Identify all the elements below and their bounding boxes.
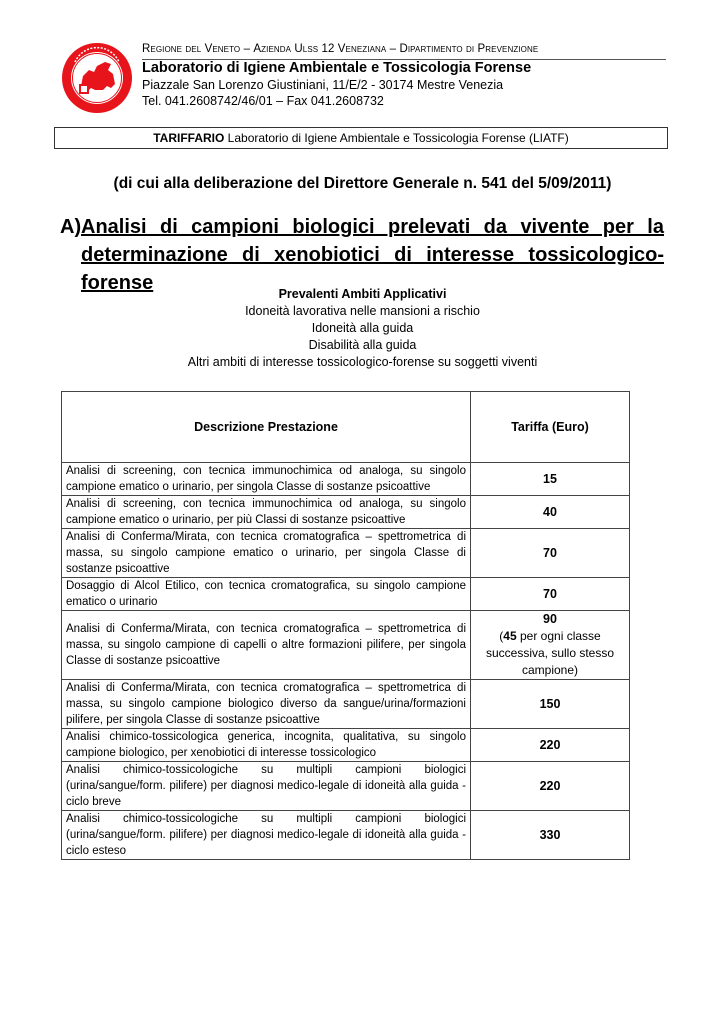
table-row bbox=[62, 680, 630, 729]
service-fee: 40 bbox=[471, 496, 630, 529]
service-description: Analisi chimico-tossicologiche su multipli campioni biologici (urina/sangue/form. pilifere) per diagnosi medico-legale di idoneità alla guida - ciclo breve bbox=[62, 762, 471, 811]
service-fee: 90 bbox=[543, 612, 557, 626]
health-authority-name: Azienda Ulss 12 Veneziana bbox=[253, 43, 387, 55]
header-organization-line bbox=[142, 43, 666, 55]
table-row bbox=[62, 762, 630, 811]
service-description: Analisi di Conferma/Mirata, con tecnica cromatografica – spettrometrica di massa, su singolo campione biologico diverso da sangue/urina/formazioni pilifere, per singola Classe di sostanze psicoattive bbox=[62, 680, 471, 729]
table-row bbox=[62, 463, 630, 496]
application-area-item: Disabilità alla guida bbox=[308, 338, 417, 352]
service-description: Analisi chimico-tossicologica generica, incognita, qualitativa, su singolo campione biologico, per xenobiotici di interesse tossicologico bbox=[62, 729, 471, 762]
lab-phone-fax: Tel. 041.2608742/46/01 – Fax 041.2608732 bbox=[142, 94, 384, 108]
table-row bbox=[62, 578, 630, 611]
service-fee: 220 bbox=[471, 729, 630, 762]
service-description: Analisi di Conferma/Mirata, con tecnica cromatografica – spettrometrica di massa, su singolo campione ematico o urinario, per singola Classe di sostanze psicoattive bbox=[62, 529, 471, 578]
deliberation-reference: (di cui alla deliberazione del Direttore Generale n. 541 del 5/09/2011) bbox=[113, 175, 612, 192]
separator: – bbox=[243, 43, 251, 55]
service-fee-cell bbox=[471, 611, 630, 680]
table-row bbox=[62, 811, 630, 860]
service-fee: 220 bbox=[471, 762, 630, 811]
tariff-title-rest: Laboratorio di Igiene Ambientale e Tossicologia Forense (LIATF) bbox=[224, 131, 569, 145]
region-name: Regione del Veneto bbox=[142, 43, 241, 55]
service-description: Dosaggio di Alcol Etilico, con tecnica cromatografica, su singolo campione ematico o urinario bbox=[62, 578, 471, 611]
column-header-description: Descrizione Prestazione bbox=[62, 392, 471, 463]
table-row bbox=[62, 496, 630, 529]
service-description: Analisi di screening, con tecnica immunochimica od analoga, su singolo campione ematico o urinario, per più Classi di sostanze psicoattive bbox=[62, 496, 471, 529]
service-description: Analisi di Conferma/Mirata, con tecnica cromatografica – spettrometrica di massa, su singolo campione di capelli o altre formazioni pilifere, per singola Classe di sostanze psicoattive bbox=[62, 611, 471, 680]
additional-class-fee: 45 bbox=[503, 629, 517, 643]
service-fee: 70 bbox=[471, 578, 630, 611]
additional-class-fee-text: per ogni classe successiva, sullo stesso campione) bbox=[485, 629, 615, 677]
column-header-fee: Tariffa (Euro) bbox=[471, 392, 630, 463]
service-fee: 150 bbox=[471, 680, 630, 729]
separator: – bbox=[389, 43, 397, 55]
service-description: Analisi chimico-tossicologiche su multipli campioni biologici (urina/sangue/form. pilifere) per diagnosi medico-legale di idoneità alla guida - ciclo esteso bbox=[62, 811, 471, 860]
section-heading bbox=[60, 213, 664, 297]
table-header-row bbox=[62, 392, 630, 463]
tariff-table bbox=[61, 391, 630, 860]
lab-name: Laboratorio di Igiene Ambientale e Tossicologia Forense bbox=[142, 60, 532, 76]
application-area-item: Idoneità lavorativa nelle mansioni a rischio bbox=[245, 304, 480, 318]
service-fee: 15 bbox=[471, 463, 630, 496]
application-area-item: Altri ambiti di interesse tossicologico-forense su soggetti viventi bbox=[187, 355, 538, 369]
tariff-title-bold: TARIFFARIO bbox=[153, 131, 225, 145]
regione-veneto-seal-icon bbox=[61, 42, 133, 114]
table-row bbox=[62, 611, 630, 680]
lab-address: Piazzale San Lorenzo Giustiniani, 11/E/2 - 30174 Mestre Venezia bbox=[142, 78, 504, 92]
tariff-title-box bbox=[54, 127, 668, 149]
table-row bbox=[62, 529, 630, 578]
section-title-line-2: determinazione di xenobiotici di interesse tossicologico-forense bbox=[81, 244, 664, 294]
section-title-line-1: Analisi di campioni biologici prelevati da vivente per la bbox=[81, 216, 664, 238]
table-row bbox=[62, 729, 630, 762]
service-fee: 330 bbox=[471, 811, 630, 860]
department-name: Dipartimento di Prevenzione bbox=[399, 43, 539, 55]
application-area-item: Idoneità alla guida bbox=[311, 321, 414, 335]
service-fee: 70 bbox=[471, 529, 630, 578]
application-areas bbox=[0, 286, 725, 371]
section-number: A) bbox=[60, 216, 82, 238]
service-fee-note: (45 per ogni classe successiva, sullo stesso campione) bbox=[485, 629, 615, 677]
service-description: Analisi di screening, con tecnica immunochimica od analoga, su singolo campione ematico o urinario, per singola Classe di sostanze psicoattive bbox=[62, 463, 471, 496]
application-areas-heading: Prevalenti Ambiti Applicativi bbox=[278, 287, 447, 301]
